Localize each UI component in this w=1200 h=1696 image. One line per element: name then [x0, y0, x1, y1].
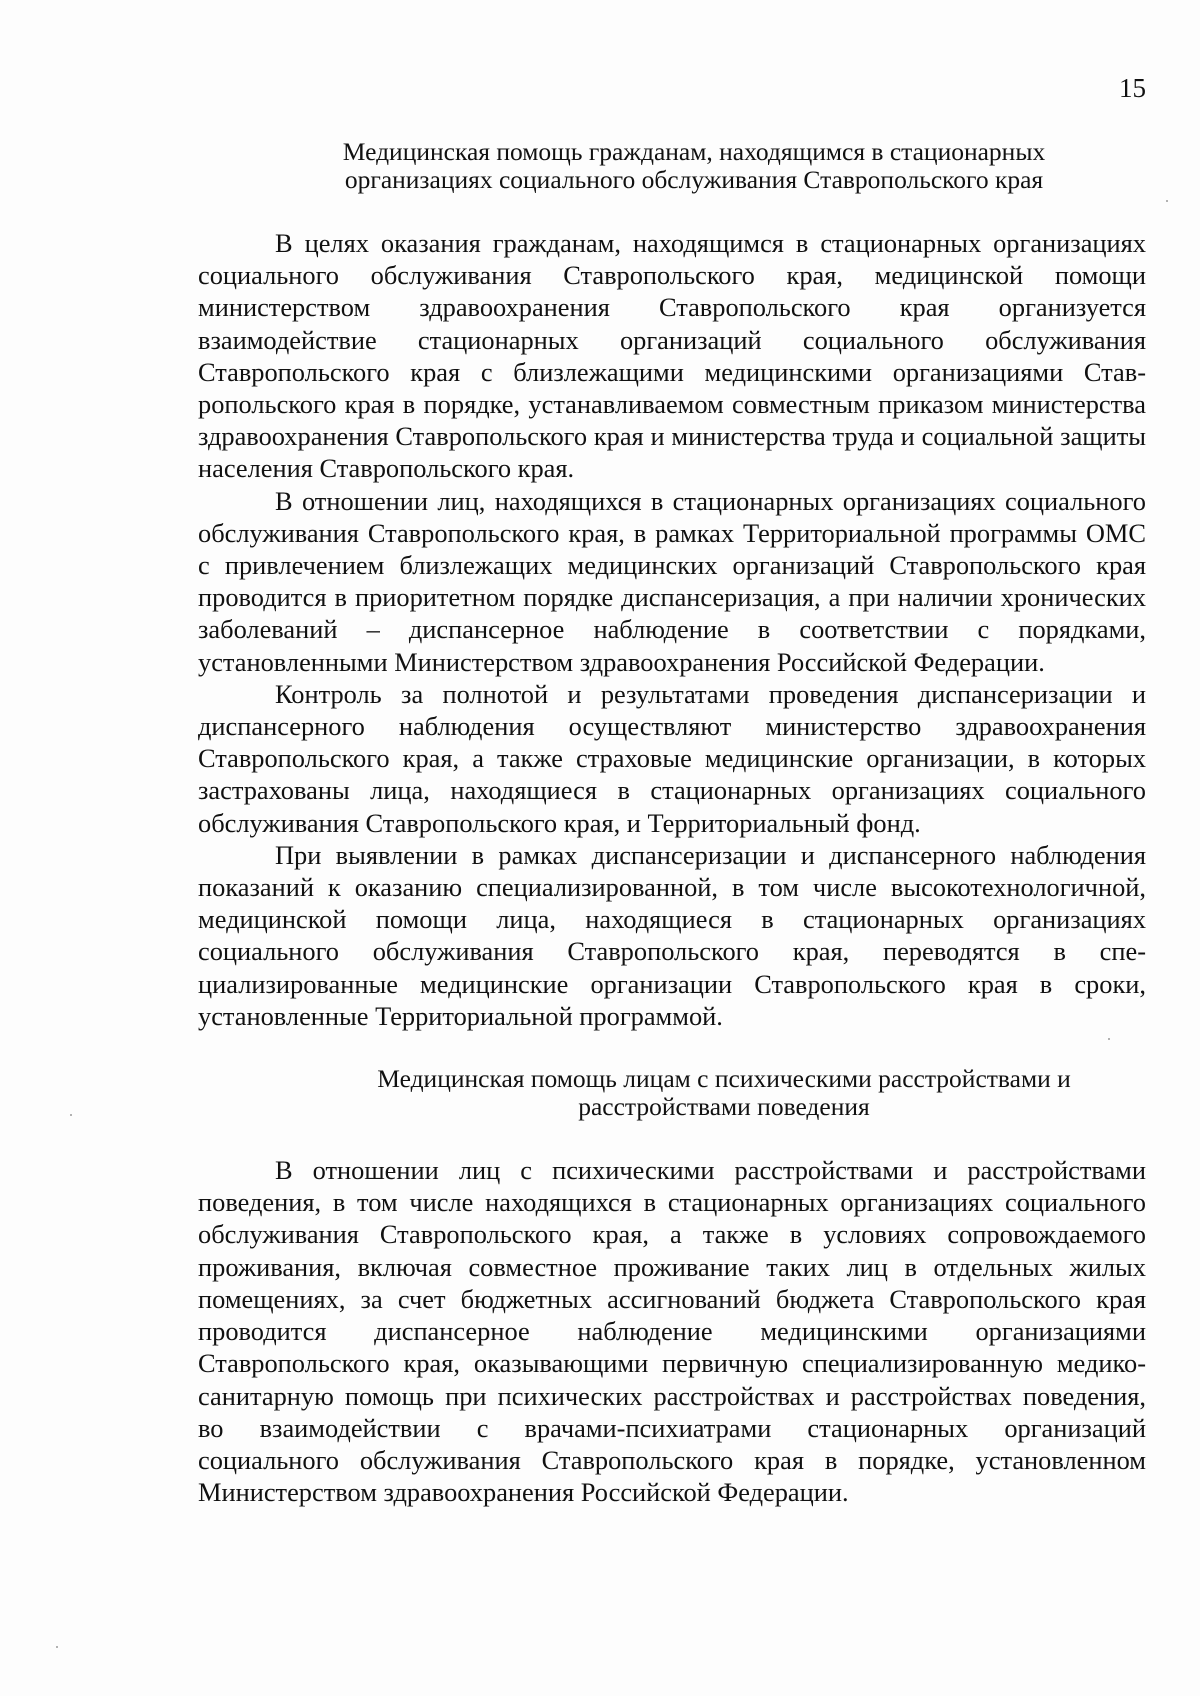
scan-speck [1166, 200, 1168, 202]
section-heading [332, 1065, 1116, 1121]
heading-line: организациях социального обслуживания Ставропольского края [344, 165, 1044, 194]
scan-speck [70, 1114, 72, 1116]
paragraph: В целях оказания гражданам, находящимся в стационарных организациях социального обслуживания Ставропольского края, медицинской помощи министерством здравоохранения Ставропольского края организуется взаимодействие стационарных организаций социального обслуживания Ставропольского края с близлежащими медицинскими организациями Ставропольского края в порядке, устанавливаемом совместным приказом министерства здравоохранения Ставропольского края и министерства труда и социальной защиты населения Ставропольского края. [198, 228, 1146, 484]
section-heading [242, 138, 1146, 194]
heading-line: расстройствами поведения [578, 1092, 870, 1122]
heading-line: Медицинская помощь гражданам, находящимся в стационарных [342, 137, 1046, 166]
section-mental-disorders-medical-help [198, 1065, 1146, 1508]
page-number: 15 [1119, 73, 1146, 103]
paragraph: Контроль за полнотой и результатами проведения диспансеризации и диспансерного наблюдения осуществляют министерство здравоохранения Ставропольского края, а также страховые медицинские организации, в которых застрахованы лица, находящиеся в стационарных организациях социального обслуживания Ставропольского края, и Территориальный фонд. [198, 678, 1146, 838]
document-body [198, 138, 1146, 1508]
paragraph: В отношении лиц с психическими расстройствами и расстройствами поведения, в том числе находящихся в стационарных организациях социального обслуживания Ставропольского края, а также в условиях сопровождаемого проживания, включая совместное проживание таких лиц в отдельных жилых помещениях, за счет бюджетных ассигнований бюджета Ставропольского края проводится диспансерное наблюдение медицинскими организациями Ставропольского края, оказывающими первичную специализированную медико-санитарную помощь при психических расстройствах и расстройствах поведения, во взаимодействии с врачами-психиатрами стационарных организаций социального обслуживания Ставропольского края в порядке, установленном Министерством здравоохранения Российской Федерации. [198, 1155, 1146, 1508]
heading-line: Медицинская помощь лицам с психическими расстройствами и [377, 1064, 1071, 1094]
scan-speck [56, 1646, 58, 1648]
scan-speck [1108, 1038, 1110, 1040]
paragraph: В отношении лиц, находящихся в стационарных организациях социального обслуживания Ставропольского края, в рамках Территориальной программы ОМС с привлечением близлежащих медицинских организаций Ставропольского края проводится в приоритетном порядке диспансеризация, а при наличии хронических заболеваний – диспансерное наблюдение в соответствии с порядками, установленными Министерством здравоохранения Российской Федерации. [198, 485, 1146, 677]
section-social-care-medical-help [198, 138, 1146, 1032]
paragraph: При выявлении в рамках диспансеризации и диспансерного наблюдения показаний к оказанию специализированной, в том числе высокотехнологичной, медицинской помощи лица, находящиеся в стационарных организациях социального обслуживания Ставропольского края, переводятся в специализированные медицинские организации Ставропольского края в сроки, установленные Территориальной программой. [198, 839, 1146, 1031]
